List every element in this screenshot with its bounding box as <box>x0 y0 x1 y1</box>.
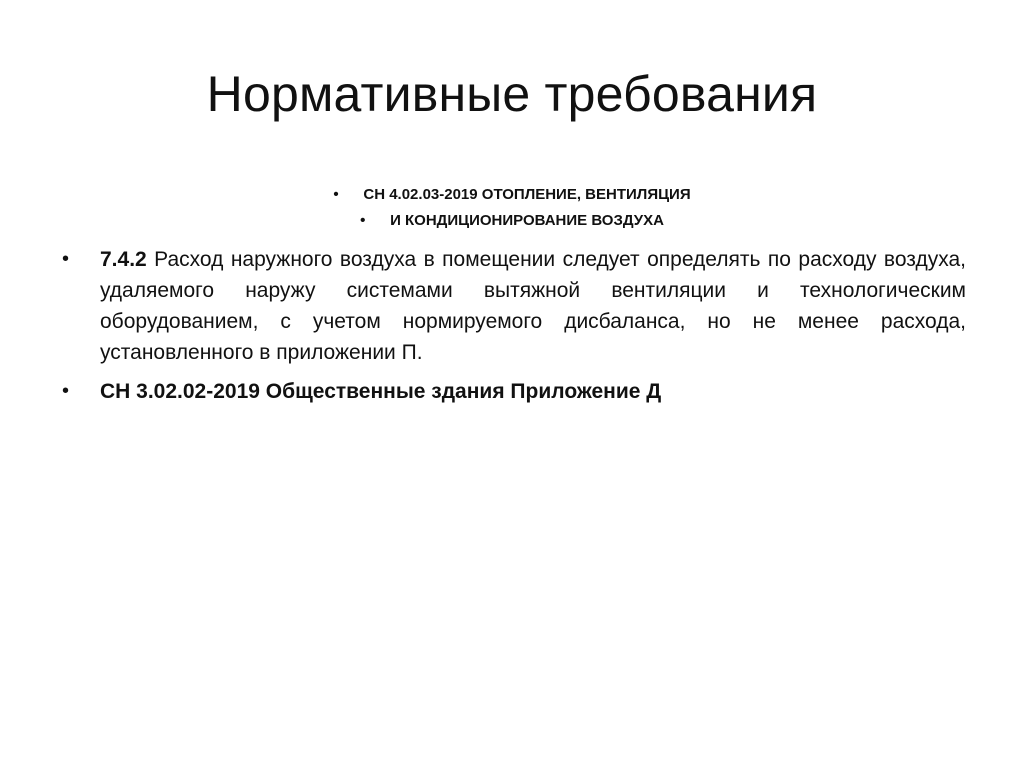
slide-title: Нормативные требования <box>206 66 818 122</box>
subheading-item <box>0 182 1024 208</box>
bullet-icon: • <box>62 248 70 270</box>
bullet-icon: • <box>360 212 366 229</box>
clause-text: Расход наружного воздуха в помещении следует определять по расходу воздуха, удаляемого наружу системами вытяжной вентиляции и технологическим оборудованием, с учетом нормируемого дисбаланса, но не менее расхода, установленного в приложении П. <box>100 248 966 364</box>
bullet-icon: • <box>333 186 339 203</box>
subheading-item <box>0 208 1024 234</box>
subheading-text: И КОНДИЦИОНИРОВАНИЕ ВОЗДУХА <box>390 212 664 229</box>
clause-number: 7.4.2 <box>100 248 147 271</box>
body-item <box>62 244 966 368</box>
bullet-icon: • <box>62 380 70 402</box>
standard-reference: СН 3.02.02-2019 Общественные здания Приложение Д <box>100 380 662 403</box>
body-item <box>62 376 966 407</box>
subheading-text: СН 4.02.03-2019 ОТОПЛЕНИЕ, ВЕНТИЛЯЦИЯ <box>363 186 691 203</box>
body-list <box>62 244 966 415</box>
subheading-list <box>0 182 1024 234</box>
